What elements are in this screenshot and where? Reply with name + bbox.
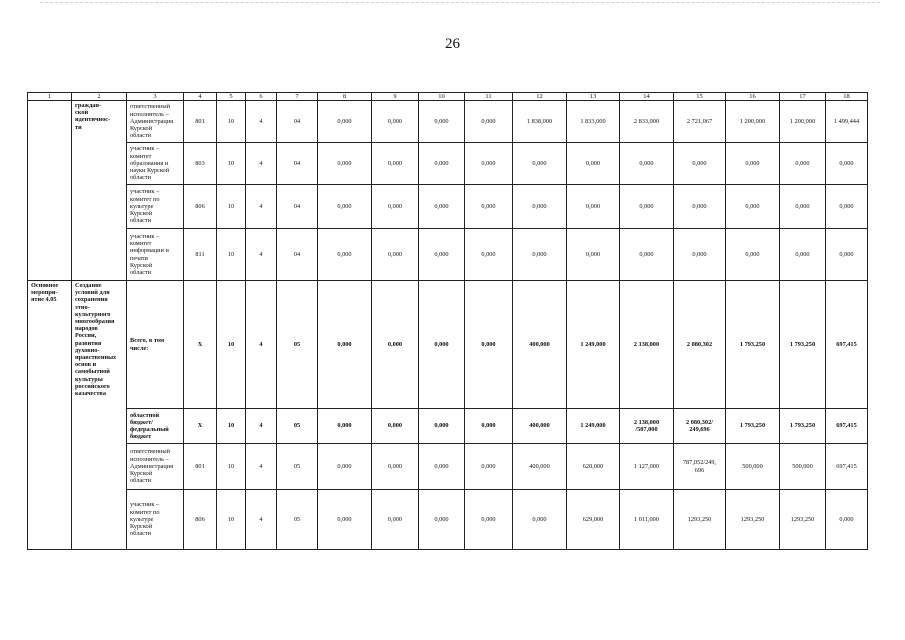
value-cell-col-10: 0,000 (419, 143, 465, 185)
value-cell-col-12: 0,000 (513, 143, 567, 185)
measure-title-cell: граждан- ской идентичнос- ти (72, 101, 127, 281)
value-cell-col-11: 0,000 (465, 490, 513, 550)
value-cell-col-11: 0,000 (465, 229, 513, 281)
value-cell-col-16: 0,000 (726, 229, 780, 281)
value-cell-col-14: 2 833,000 (620, 101, 674, 143)
value-cell-col-9: 0,000 (372, 185, 419, 229)
value-cell-col-9: 0,000 (372, 229, 419, 281)
value-cell-col-16: 0,000 (726, 143, 780, 185)
participant-label-cell: участник – комитет образования и науки Курской области (127, 143, 184, 185)
value-cell-col-17: 1 200,000 (780, 101, 826, 143)
value-cell-col-13: 1 249,000 (567, 281, 620, 409)
value-cell-col-10: 0,000 (419, 490, 465, 550)
value-cell-col-18: 0,000 (826, 229, 868, 281)
table-row (28, 101, 868, 143)
value-cell-col-4: 801 (184, 444, 217, 490)
value-cell-col-5: 10 (217, 409, 246, 444)
participant-label-cell: участник – комитет по культуре Курской области (127, 490, 184, 550)
column-number-14: 14 (620, 93, 674, 101)
value-cell-col-9: 0,000 (372, 444, 419, 490)
value-cell-col-17: 1 793,250 (780, 281, 826, 409)
value-cell-col-7: 05 (277, 490, 318, 550)
value-cell-col-12: 0,000 (513, 490, 567, 550)
column-number-5: 5 (217, 93, 246, 101)
value-cell-col-16: 1 793,250 (726, 409, 780, 444)
value-cell-col-5: 10 (217, 444, 246, 490)
value-cell-col-15: 1293,250 (674, 490, 726, 550)
column-number-7: 7 (277, 93, 318, 101)
value-cell-col-18: 697,415 (826, 281, 868, 409)
value-cell-col-18: 697,415 (826, 409, 868, 444)
table-row (28, 409, 868, 444)
value-cell-col-14: 1 127,000 (620, 444, 674, 490)
value-cell-col-12: 400,000 (513, 409, 567, 444)
value-cell-col-10: 0,000 (419, 229, 465, 281)
participant-label-cell: областной бюджет/ федеральный бюджет (127, 409, 184, 444)
value-cell-col-14: 2 138,000 /507,000 (620, 409, 674, 444)
value-cell-col-14: 0,000 (620, 229, 674, 281)
value-cell-col-4: Х (184, 409, 217, 444)
column-number-4: 4 (184, 93, 217, 101)
value-cell-col-16: 0,000 (726, 185, 780, 229)
column-number-3: 3 (127, 93, 184, 101)
value-cell-col-5: 10 (217, 101, 246, 143)
column-number-6: 6 (246, 93, 277, 101)
participant-label-cell: Всего, в том числе: (127, 281, 184, 409)
value-cell-col-12: 400,000 (513, 281, 567, 409)
value-cell-col-13: 1 249,000 (567, 409, 620, 444)
value-cell-col-15: 0,000 (674, 185, 726, 229)
value-cell-col-18: 0,000 (826, 490, 868, 550)
measure-title-cell: Создание условий для сохранения этно- культурного многообразия народов России, развития духовно- нравственных основ и самобытной культуры российского казачества (72, 281, 127, 550)
value-cell-col-10: 0,000 (419, 444, 465, 490)
value-cell-col-7: 05 (277, 409, 318, 444)
value-cell-col-5: 10 (217, 281, 246, 409)
value-cell-col-13: 620,000 (567, 444, 620, 490)
column-number-10: 10 (419, 93, 465, 101)
column-number-13: 13 (567, 93, 620, 101)
value-cell-col-12: 400,000 (513, 444, 567, 490)
page-number: 26 (445, 36, 460, 52)
value-cell-col-11: 0,000 (465, 281, 513, 409)
value-cell-col-13: 0,000 (567, 185, 620, 229)
value-cell-col-15: 0,000 (674, 143, 726, 185)
value-cell-col-9: 0,000 (372, 409, 419, 444)
measure-name-cell: Основное меропри- ятие 4.05 (28, 281, 72, 550)
table-row (28, 444, 868, 490)
value-cell-col-17: 500,000 (780, 444, 826, 490)
value-cell-col-12: 0,000 (513, 185, 567, 229)
value-cell-col-13: 0,000 (567, 143, 620, 185)
value-cell-col-6: 4 (246, 281, 277, 409)
column-number-12: 12 (513, 93, 567, 101)
column-number-9: 9 (372, 93, 419, 101)
table-row (28, 185, 868, 229)
value-cell-col-10: 0,000 (419, 185, 465, 229)
value-cell-col-11: 0,000 (465, 409, 513, 444)
table-row (28, 229, 868, 281)
value-cell-col-10: 0,000 (419, 101, 465, 143)
value-cell-col-8: 0,000 (318, 409, 372, 444)
value-cell-col-14: 0,000 (620, 143, 674, 185)
value-cell-col-17: 0,000 (780, 185, 826, 229)
participant-label-cell: участник – комитет по культуре Курской области (127, 185, 184, 229)
table-row (28, 143, 868, 185)
value-cell-col-15: 0,000 (674, 229, 726, 281)
value-cell-col-6: 4 (246, 444, 277, 490)
value-cell-col-5: 10 (217, 490, 246, 550)
value-cell-col-17: 1293,250 (780, 490, 826, 550)
value-cell-col-7: 04 (277, 229, 318, 281)
value-cell-col-4: 811 (184, 229, 217, 281)
value-cell-col-9: 0,000 (372, 490, 419, 550)
value-cell-col-13: 629,000 (567, 490, 620, 550)
value-cell-col-4: 801 (184, 101, 217, 143)
value-cell-col-8: 0,000 (318, 444, 372, 490)
value-cell-col-5: 10 (217, 143, 246, 185)
measure-name-cell (28, 101, 72, 281)
budget-table-body (28, 93, 868, 550)
value-cell-col-8: 0,000 (318, 281, 372, 409)
budget-table (27, 92, 868, 550)
value-cell-col-16: 500,000 (726, 444, 780, 490)
value-cell-col-6: 4 (246, 409, 277, 444)
participant-label-cell: ответственный исполнитель – Администрация Курской области (127, 101, 184, 143)
value-cell-col-15: 787,052/249, 696 (674, 444, 726, 490)
table-row (28, 490, 868, 550)
value-cell-col-6: 4 (246, 185, 277, 229)
participant-label-cell: участник – комитет информации и печати Курской области (127, 229, 184, 281)
column-number-18: 18 (826, 93, 868, 101)
value-cell-col-18: 0,000 (826, 143, 868, 185)
value-cell-col-17: 1 793,250 (780, 409, 826, 444)
value-cell-col-5: 10 (217, 229, 246, 281)
value-cell-col-7: 04 (277, 143, 318, 185)
value-cell-col-14: 0,000 (620, 185, 674, 229)
column-number-2: 2 (72, 93, 127, 101)
value-cell-col-18: 1 499,444 (826, 101, 868, 143)
value-cell-col-14: 2 138,000 (620, 281, 674, 409)
value-cell-col-8: 0,000 (318, 229, 372, 281)
value-cell-col-8: 0,000 (318, 185, 372, 229)
value-cell-col-8: 0,000 (318, 143, 372, 185)
value-cell-col-10: 0,000 (419, 281, 465, 409)
value-cell-col-7: 04 (277, 101, 318, 143)
value-cell-col-6: 4 (246, 143, 277, 185)
column-number-row (28, 93, 868, 101)
value-cell-col-4: 803 (184, 143, 217, 185)
participant-label-cell: ответственный исполнитель – Администрация Курской области (127, 444, 184, 490)
value-cell-col-6: 4 (246, 490, 277, 550)
value-cell-col-7: 04 (277, 185, 318, 229)
value-cell-col-4: Х (184, 281, 217, 409)
value-cell-col-9: 0,000 (372, 281, 419, 409)
value-cell-col-9: 0,000 (372, 101, 419, 143)
value-cell-col-13: 1 833,000 (567, 101, 620, 143)
top-edge-rule (40, 2, 880, 3)
value-cell-col-7: 05 (277, 281, 318, 409)
value-cell-col-6: 4 (246, 101, 277, 143)
value-cell-col-16: 1 793,250 (726, 281, 780, 409)
column-number-17: 17 (780, 93, 826, 101)
value-cell-col-11: 0,000 (465, 444, 513, 490)
value-cell-col-4: 806 (184, 185, 217, 229)
column-number-16: 16 (726, 93, 780, 101)
value-cell-col-16: 1293,250 (726, 490, 780, 550)
column-number-15: 15 (674, 93, 726, 101)
column-number-8: 8 (318, 93, 372, 101)
value-cell-col-12: 1 838,000 (513, 101, 567, 143)
value-cell-col-18: 0,000 (826, 185, 868, 229)
value-cell-col-15: 2 080,302 (674, 281, 726, 409)
value-cell-col-11: 0,000 (465, 143, 513, 185)
value-cell-col-15: 2 080,302/ 249,696 (674, 409, 726, 444)
value-cell-col-5: 10 (217, 185, 246, 229)
value-cell-col-11: 0,000 (465, 101, 513, 143)
value-cell-col-13: 0,000 (567, 229, 620, 281)
column-number-1: 1 (28, 93, 72, 101)
value-cell-col-14: 1 011,000 (620, 490, 674, 550)
value-cell-col-16: 1 200,000 (726, 101, 780, 143)
value-cell-col-7: 05 (277, 444, 318, 490)
value-cell-col-17: 0,000 (780, 143, 826, 185)
value-cell-col-18: 697,415 (826, 444, 868, 490)
column-number-11: 11 (465, 93, 513, 101)
value-cell-col-8: 0,000 (318, 101, 372, 143)
value-cell-col-9: 0,000 (372, 143, 419, 185)
value-cell-col-15: 2 721,067 (674, 101, 726, 143)
value-cell-col-8: 0,000 (318, 490, 372, 550)
value-cell-col-12: 0,000 (513, 229, 567, 281)
table-row (28, 281, 868, 409)
value-cell-col-6: 4 (246, 229, 277, 281)
value-cell-col-11: 0,000 (465, 185, 513, 229)
value-cell-col-17: 0,000 (780, 229, 826, 281)
value-cell-col-4: 806 (184, 490, 217, 550)
value-cell-col-10: 0,000 (419, 409, 465, 444)
